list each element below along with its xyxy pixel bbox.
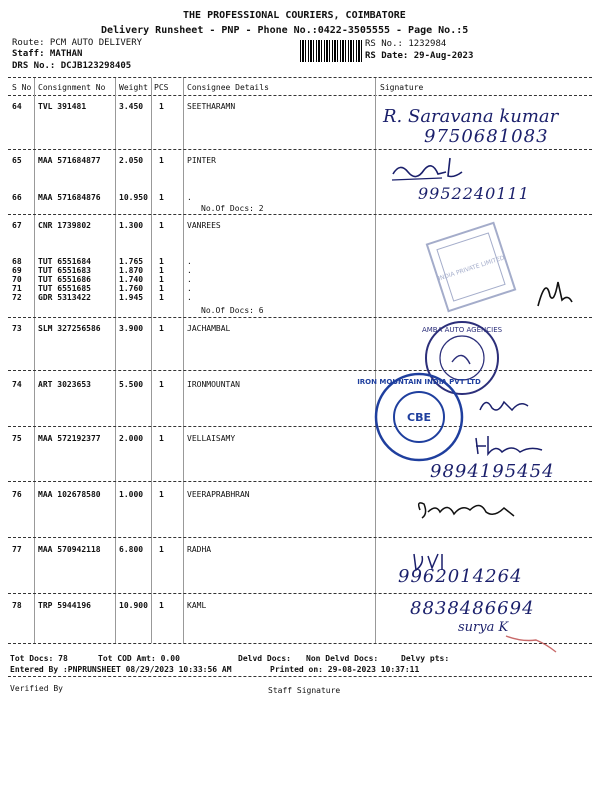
row-pcs: 1 (159, 275, 164, 284)
row-consignee: . (187, 266, 192, 275)
row-sno: 66 (12, 193, 22, 202)
row-sno: 72 (12, 293, 22, 302)
staff-label: Staff: MATHAN (12, 49, 83, 59)
non-delivered-docs: Non Delvd Docs: (306, 654, 379, 663)
row-consignee: . (187, 293, 192, 302)
signature-phone: 9962014264 (398, 566, 523, 587)
row-sno: 67 (12, 221, 22, 230)
row-weight: 1.740 (119, 275, 144, 284)
row-consignment: CNR 1739802 (38, 221, 91, 230)
row-consignment: TVL 391481 (38, 102, 87, 111)
row-weight: 1.760 (119, 284, 144, 293)
col-pcs: PCS (154, 83, 169, 92)
col-sno: S No (12, 83, 32, 92)
row-consignment: SLM 327256586 (38, 324, 101, 333)
entered-by: Entered By :PNPRUNSHEET 08/29/2023 10:33:56 AM (10, 665, 232, 674)
row-weight: 5.500 (119, 380, 144, 389)
row-consignment: MAA 572192377 (38, 434, 101, 443)
row-consignee: . (187, 275, 192, 284)
row-consignee: VELLAISAMY (187, 434, 236, 443)
row-sno: 76 (12, 490, 22, 499)
row-sno: 65 (12, 156, 22, 165)
total-docs: Tot Docs: 78 (10, 654, 68, 663)
row-consignment: TUT 6551684 (38, 257, 91, 266)
divider (8, 370, 592, 371)
row-pcs: 1 (159, 266, 164, 275)
company-stamp (357, 370, 481, 464)
stamp-ring-text: IRON MOUNTAIN INDIA PVT LTD (357, 378, 481, 386)
row-pcs: 1 (159, 284, 164, 293)
printed-on: Printed on: 29-08-2023 10:37:11 (270, 665, 420, 674)
row-weight: 3.450 (119, 102, 144, 111)
signature-scribble (388, 154, 488, 186)
delivery-points: Delvy pts: (401, 654, 450, 663)
row-weight: 1.765 (119, 257, 144, 266)
drs-number: DRS No.: DCJB123298405 (12, 61, 132, 71)
divider (8, 214, 592, 215)
row-consignment: TUT 6551685 (38, 284, 91, 293)
row-consignment: TUT 6551683 (38, 266, 91, 275)
column-separator (151, 78, 152, 643)
row-pcs: 1 (159, 293, 164, 302)
column-separator (183, 78, 184, 643)
row-consignee: . (187, 284, 192, 293)
signature-scribble (472, 432, 552, 458)
row-pcs: 1 (159, 193, 164, 202)
row-sno: 75 (12, 434, 22, 443)
row-sno: 70 (12, 275, 22, 284)
row-consignment: MAA 571684876 (38, 193, 101, 202)
row-pcs: 1 (159, 257, 164, 266)
row-consignee: KAML (187, 601, 207, 610)
col-consignment: Consignment No (38, 83, 106, 92)
row-consignee: JACHAMBAL (187, 324, 231, 333)
row-weight: 6.800 (119, 545, 144, 554)
divider (8, 537, 592, 538)
col-signature: Signature (380, 83, 424, 92)
row-consignment: MAA 102678580 (38, 490, 101, 499)
row-pcs: 1 (159, 156, 164, 165)
row-consignment: ART 3023653 (38, 380, 91, 389)
signature-name: surya K (458, 620, 509, 635)
signature-scribble (414, 494, 524, 524)
row-weight: 2.000 (119, 434, 144, 443)
company-stamp (428, 224, 514, 310)
col-weight: Weight (119, 83, 148, 92)
signature-phone: 8838486694 (410, 598, 535, 619)
row-consignee: . (187, 193, 192, 202)
signature-scribble (502, 628, 562, 658)
docs-count: No.Of Docs: 2 (201, 204, 264, 213)
row-consignment: MAA 570942118 (38, 545, 101, 554)
row-pcs: 1 (159, 380, 164, 389)
row-pcs: 1 (159, 490, 164, 499)
row-weight: 1.870 (119, 266, 144, 275)
row-weight: 1.945 (119, 293, 144, 302)
signature-scribble (528, 266, 578, 312)
row-weight: 2.050 (119, 156, 144, 165)
stamp-text: AMBA AUTO AGENCIES (421, 326, 503, 334)
row-consignee: SEETHARAMN (187, 102, 236, 111)
divider (8, 77, 592, 78)
row-consignment: GDR 5313422 (38, 293, 91, 302)
divider (8, 149, 592, 150)
row-sno: 71 (12, 284, 22, 293)
row-pcs: 1 (159, 434, 164, 443)
signature-phone: 9750681083 (424, 126, 549, 147)
column-separator (34, 78, 35, 643)
row-sno: 69 (12, 266, 22, 275)
row-sno: 78 (12, 601, 22, 610)
row-consignment: MAA 571684877 (38, 156, 101, 165)
row-pcs: 1 (159, 102, 164, 111)
rs-date: RS Date: 29-Aug-2023 (365, 51, 474, 61)
staff-signature: Staff Signature (268, 686, 341, 695)
row-consignee: RADHA (187, 545, 212, 554)
row-weight: 1.000 (119, 490, 144, 499)
row-pcs: 1 (159, 221, 164, 230)
docs-count: No.Of Docs: 6 (201, 306, 264, 315)
signature-phone: 9952240111 (418, 184, 530, 203)
row-consignee: . (187, 257, 192, 266)
col-consignee: Consignee Details (187, 83, 269, 92)
row-consignment: TUT 6551686 (38, 275, 91, 284)
signature-phone: 9894195454 (430, 461, 555, 482)
row-weight: 3.900 (119, 324, 144, 333)
row-weight: 10.950 (119, 193, 148, 202)
row-sno: 64 (12, 102, 22, 111)
row-sno: 77 (12, 545, 22, 554)
column-separator (375, 78, 376, 643)
delivered-docs: Delvd Docs: (238, 654, 291, 663)
row-consignee: VEERAPRABHRAN (187, 490, 250, 499)
divider (8, 593, 592, 594)
total-cod: Tot COD Amt: 0.00 (98, 654, 180, 663)
stamp-center-text: CBE (407, 411, 431, 424)
row-sno: 74 (12, 380, 22, 389)
row-sno: 68 (12, 257, 22, 266)
signature-scribble (476, 392, 536, 418)
divider (8, 317, 592, 318)
stamp-text: INDIA PRIVATE LIMITED (437, 254, 506, 283)
runsheet-title: Delivery Runsheet - PNP - Phone No.:0422-3505555 - Page No.:5 (101, 25, 469, 36)
rs-number: RS No.: 1232984 (365, 39, 447, 49)
row-pcs: 1 (159, 545, 164, 554)
divider (8, 676, 592, 677)
row-consignee: VANREES (187, 221, 221, 230)
row-pcs: 1 (159, 324, 164, 333)
row-consignment: TRP 5944196 (38, 601, 91, 610)
divider (8, 426, 592, 427)
barcode-image (300, 40, 362, 62)
row-consignee: PINTER (187, 156, 216, 165)
company-name: THE PROFESSIONAL COURIERS, COIMBATORE (183, 10, 406, 21)
row-pcs: 1 (159, 601, 164, 610)
row-consignee: IRONMOUNTAN (187, 380, 240, 389)
signature-name: R. Saravana kumar (383, 106, 559, 127)
verified-by: Verified By (10, 684, 63, 693)
route-label: Route: PCM AUTO DELIVERY (12, 38, 143, 48)
row-sno: 73 (12, 324, 22, 333)
divider (8, 95, 592, 96)
row-weight: 10.900 (119, 601, 148, 610)
column-separator (115, 78, 116, 643)
row-weight: 1.300 (119, 221, 144, 230)
